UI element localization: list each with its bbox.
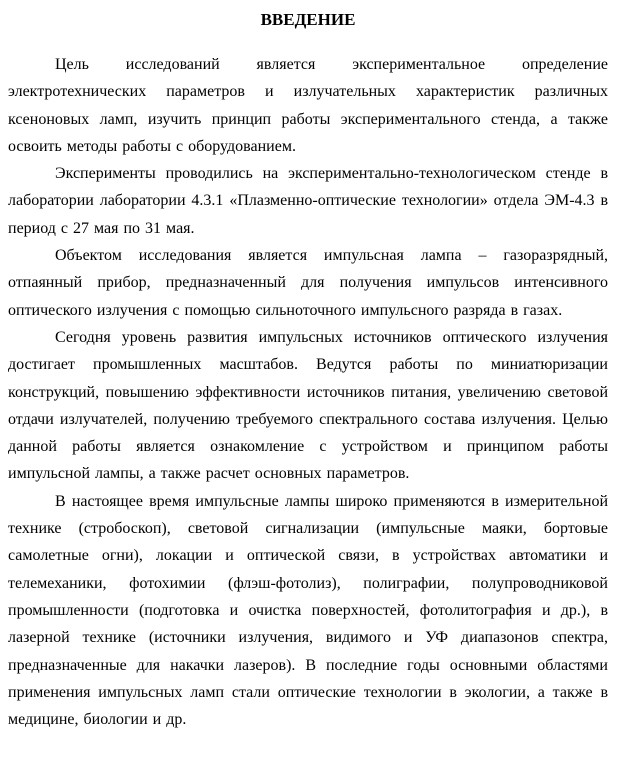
paragraph-goal: Цель исследований является экспериментальное определение электротехнических параметров и излучательных характеристик различных ксеноновых ламп, изучить принцип работы экспериментального стенда, а также освоить методы работы с оборудованием. (8, 56, 608, 155)
paragraph-applications: В настоящее время импульсные лампы широко применяются в измерительной технике (стробоскоп), световой сигнализации (импульсные маяки, бортовые самолетные огни), локации и оптической связи, в устройствах автоматики и телемеханики, фотохимии (флэш-фотолиз), полиграфии, полупроводниковой промышленности (подготовка и очистка поверхностей, фотолитография и др.), в лазерной технике (источники излучения, видимого и УФ диапазонов спектра, предназначенные для накачки лазеров). В последние годы основными областями применения импульсных ламп стали оптические технологии в экологии, а также в медицине, биологии и др. (8, 492, 608, 729)
paragraph-experiments: Эксперименты проводились на экспериментально-технологическом стенде в лаборатории лаборатории 4.3.1 «Плазменно-оптические технологии» отдела ЭМ-4.3 в период с 27 мая по 31 мая. (8, 165, 608, 237)
page-title: ВВЕДЕНИЕ (260, 10, 356, 29)
paragraph-development: Сегодня уровень развития импульсных источников оптического излучения достигает промышленных масштабов. Ведутся работы по миниатюризации конструкций, повышению эффективности источников питания, увеличению световой отдачи излучателей, получению требуемого спектрального состава излучения. Целью данной работы является ознакомление с устройством и принципом работы импульсной лампы, а также расчет основных параметров. (8, 328, 608, 483)
paragraph-object: Объектом исследования является импульсная лампа – газоразрядный, отпаянный прибор, предназначенный для получения импульсов интенсивного оптического излучения с помощью сильноточного импульсного разряда в газах. (8, 247, 608, 319)
